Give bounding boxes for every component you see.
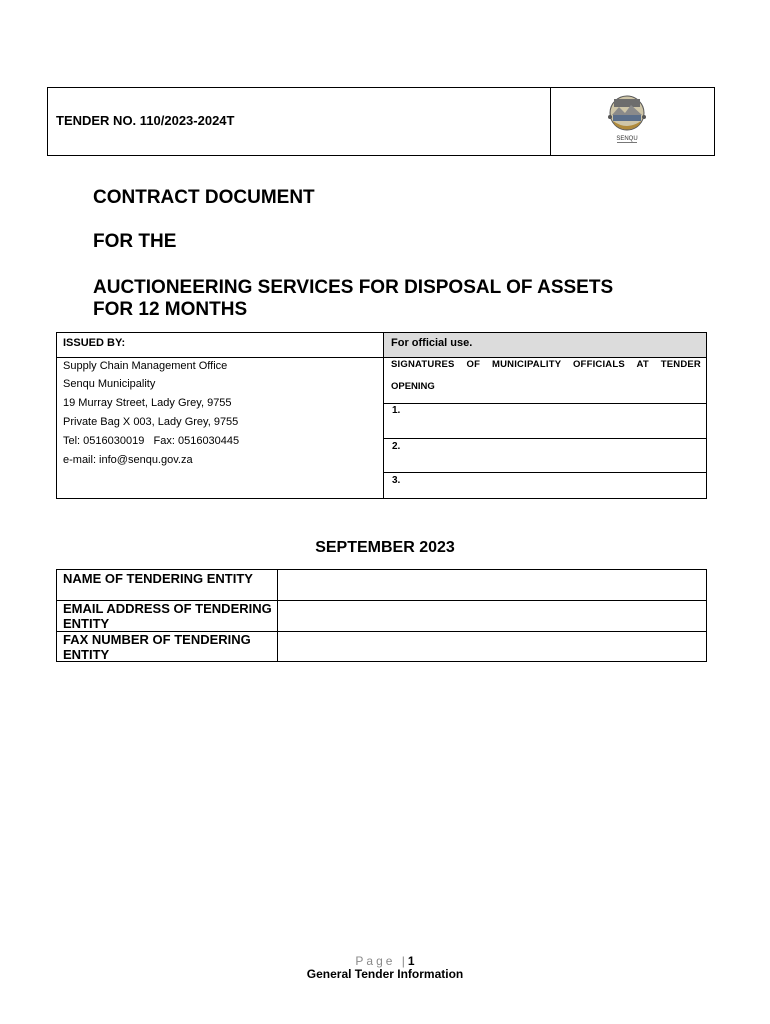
signature-row-line-1: [384, 403, 706, 404]
entity-email-field[interactable]: [279, 601, 706, 631]
address-line: Supply Chain Management Office: [63, 360, 228, 372]
signature-slot-3: 3.: [392, 475, 401, 486]
document-date: SEPTEMBER 2023: [315, 539, 455, 556]
title-service-line1: AUCTIONEERING SERVICES FOR DISPOSAL OF ASSETS: [93, 277, 614, 298]
entity-fax-label: FAX NUMBER OF TENDERING ENTITY: [63, 632, 251, 662]
page-label: Page |: [355, 954, 408, 968]
title-for-the: FOR THE: [93, 231, 177, 252]
contact-line: Tel: 0516030019 Fax: 0516030445: [63, 435, 240, 447]
tender-number: TENDER NO. 110/2023-2024T: [56, 113, 235, 128]
signature-row-line-2: [384, 438, 706, 439]
entity-email-label: EMAIL ADDRESS OF TENDERING ENTITY: [63, 601, 272, 631]
issued-by-label: ISSUED BY:: [63, 337, 126, 349]
title-service-description: [93, 277, 693, 321]
signature-slot-1: 1.: [392, 405, 401, 416]
issued-table-header-line-left: [56, 357, 383, 358]
signature-row-line-3: [384, 472, 706, 473]
address-line: Private Bag X 003, Lady Grey, 9755: [63, 416, 239, 428]
signatures-heading-cont: OPENING: [391, 381, 435, 392]
title-contract-document: CONTRACT DOCUMENT: [93, 187, 315, 208]
logo-text: SENQU: [616, 136, 638, 142]
address-line: 19 Murray Street, Lady Grey, 9755: [63, 397, 232, 409]
email-line: e-mail: info@senqu.gov.za: [63, 454, 193, 466]
entity-fax-field[interactable]: [279, 632, 706, 661]
entity-table-divider: [277, 569, 278, 662]
signatures-heading: SIGNATURES OF MUNICIPALITY OFFICIALS AT TENDER: [391, 359, 701, 370]
municipality-logo: [603, 91, 651, 147]
entity-name-label: NAME OF TENDERING ENTITY: [63, 571, 253, 586]
header-divider: [550, 87, 551, 156]
page-digit: 1: [407, 954, 415, 968]
page-number: [0, 954, 770, 968]
issued-table-header-line-right: [384, 357, 706, 358]
signature-slot-2: 2.: [392, 441, 401, 452]
title-service-line2: FOR 12 MONTHS: [93, 299, 248, 320]
entity-name-field[interactable]: [279, 570, 706, 600]
address-line: Senqu Municipality: [63, 378, 156, 390]
footer-caption: General Tender Information: [306, 967, 464, 981]
official-use-label: For official use.: [391, 337, 473, 349]
